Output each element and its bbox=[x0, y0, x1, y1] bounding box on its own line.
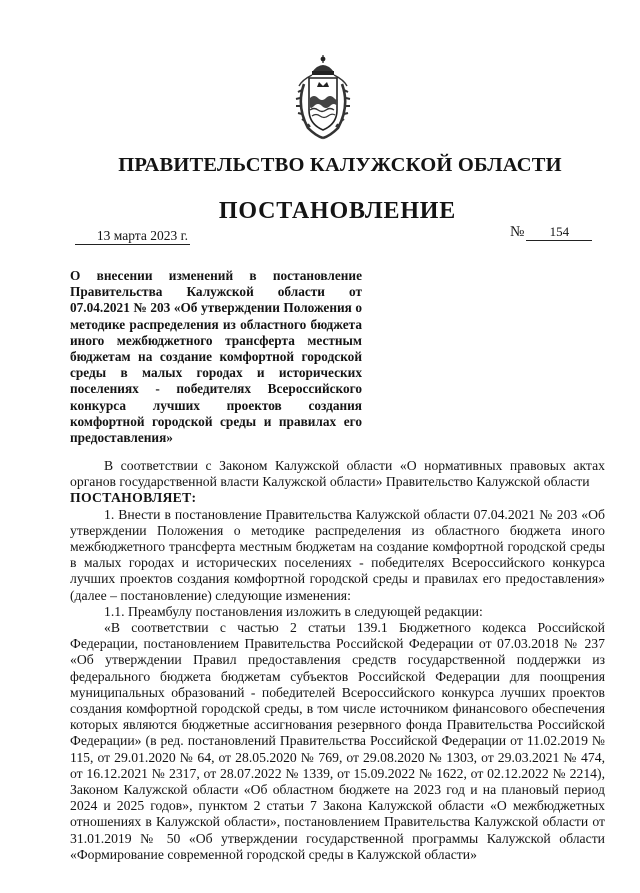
item-1-1-paragraph: 1.1. Преамбулу постановления изложить в следующей редакции: bbox=[104, 603, 483, 619]
document-date: 13 марта 2023 г. bbox=[75, 228, 190, 245]
preamble-paragraph: В соответствии с Законом Калужской области «О нормативных правовых актах органов государственной власти Калужской области» Правительство Калужской области bbox=[70, 458, 605, 490]
document-type: ПОСТАНОВЛЕНИЕ bbox=[218, 198, 457, 224]
document-number-field bbox=[510, 224, 592, 241]
quoted-preamble-paragraph: «В соответствии с частью 2 статьи 139.1 Бюджетного кодекса Российской Федерации, постановлением Правительства Российской Федерации от 07.03.2018 № 237 «Об утверждении Правил предоставления средств государственной поддержки из федерального бюджета бюджетам субъектов Российской Федерации для поощрения муниципальных образований - победителей Всероссийского конкурса лучших проектов создания комфортной городской среды, в том числе источником финансового обеспечения которых являются бюджетные ассигнования резервного фонда Правительства Российской Федерации» (в ред. постановлений Правительства Российской Федерации от 11.02.2019 № 115, от 29.01.2020 № 64, от 28.05.2020 № 769, от 29.08.2020 № 1303, от 29.03.2021 № 474, от 16.12.2021 № 2317, от 28.07.2022 № 1339, от 15.09.2022 № 1622, от 02.12.2022 № 2214), Законом Калужской области «Об областном бюджете на 2023 год и на плановый период 2024 и 2025 годов», пунктом 2 статьи 7 Закона Калужской области «О межбюджетных отношениях в Калужской области», постановлением Правительства Калужской области от 31.01.2019 № 50 «Об утверждении государственной программы Калужской области «Формирование современной городской среды в Калужской области» bbox=[70, 620, 605, 862]
number-sign: № bbox=[510, 224, 525, 240]
coat-of-arms-icon bbox=[294, 54, 352, 140]
item-1-paragraph: 1. Внести в постановление Правительства Калужской области 07.04.2021 № 203 «Об утверждении Положения о методике распределения из областного бюджета иного межбюджетного трансферта местным бюджетам на создание комфортной городской среды в малых городах и исторических поселениях - победителях Всероссийского конкурса лучших проектов создания комфортной городской среды и правилах его предоставления» (далее – постановление) следующие изменения: bbox=[70, 506, 605, 603]
document-subject: О внесении изменений в постановление Правительства Калужской области от 07.04.2021 № 203 «Об утверждении Положения о методике распределения из областного бюджета иного межбюджетного трансферта местным бюджетам на создание комфортной городской среды в малых городах и исторических поселениях - победителях Всероссийского конкурса лучших проектов создания комфортной городской среды и правилах его предоставления» bbox=[70, 268, 362, 446]
document-number: 154 bbox=[526, 224, 592, 241]
document-body bbox=[70, 458, 605, 863]
government-title: ПРАВИТЕЛЬСТВО КАЛУЖСКОЙ ОБЛАСТИ bbox=[118, 154, 562, 176]
decree-word: ПОСТАНОВЛЯЕТ: bbox=[70, 490, 197, 506]
